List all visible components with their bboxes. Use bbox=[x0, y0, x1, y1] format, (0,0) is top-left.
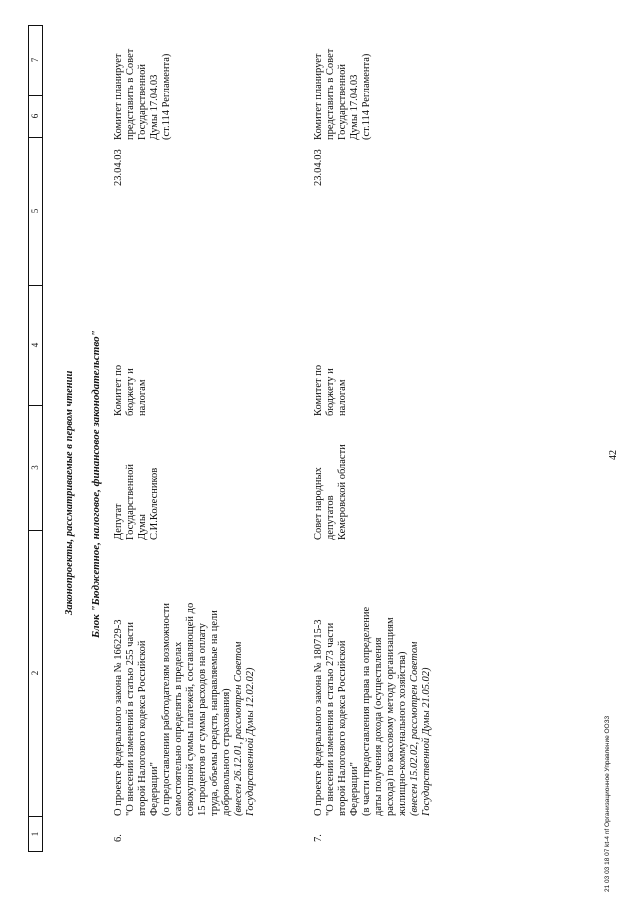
row-date: 23.04.03 bbox=[113, 149, 124, 186]
note-line: представить в Совет bbox=[125, 48, 136, 140]
note-line: представить в Совет bbox=[325, 48, 336, 140]
committee-line: бюджету и bbox=[125, 368, 136, 416]
header-col-7: 7 bbox=[29, 25, 42, 96]
row-note bbox=[313, 49, 373, 140]
desc-line: добровольного страхования) bbox=[221, 688, 232, 816]
desc-italic-line: Государственной Думы 21.05.02) bbox=[421, 667, 432, 816]
author-line: Думы bbox=[137, 514, 148, 540]
table-header bbox=[28, 25, 43, 852]
desc-line: второй Налогового кодекса Российской bbox=[137, 640, 148, 816]
row-note bbox=[113, 49, 173, 140]
desc-line: (в части предоставления права на определение bbox=[361, 606, 372, 816]
author-line: Депутат bbox=[113, 503, 124, 540]
section-title: Законопроекты, рассматриваемые в первом чтении bbox=[64, 370, 75, 615]
row-committee bbox=[313, 365, 349, 416]
header-col-2: 2 bbox=[29, 530, 42, 817]
desc-line: жилищно-коммунального хозяйства) bbox=[397, 651, 408, 816]
note-line: Думы 17.04.03 bbox=[149, 74, 160, 140]
author-line: Кемеровской области bbox=[337, 444, 348, 540]
footer-stamp: 21 03 03 18 07 kt-4 nf Организационное Управление ООЗ3 bbox=[604, 715, 611, 892]
desc-line: 15 процентов от суммы расходов на оплату bbox=[197, 623, 208, 816]
author-line: Совет народных bbox=[313, 467, 324, 540]
header-col-5: 5 bbox=[29, 137, 42, 286]
header-col-4: 4 bbox=[29, 285, 42, 406]
desc-line: О проекте федерального закона № 180715-3 bbox=[313, 619, 324, 816]
row-description bbox=[313, 607, 433, 816]
note-line: Комитет планирует bbox=[113, 53, 124, 140]
row-committee bbox=[113, 365, 149, 416]
desc-line: (о предоставлении работодателям возможности bbox=[161, 603, 172, 816]
row-author bbox=[313, 444, 349, 540]
committee-line: бюджету и bbox=[325, 368, 336, 416]
page-number: 42 bbox=[608, 450, 619, 460]
author-line: депутатов bbox=[325, 495, 336, 540]
note-line: (ст.114 Регламента) bbox=[161, 53, 172, 140]
desc-line: Федерации" bbox=[149, 762, 160, 816]
note-line: Государственной bbox=[337, 64, 348, 140]
committee-line: налогам bbox=[337, 379, 348, 416]
desc-italic-line: Государственной Думы 12.02.02) bbox=[245, 667, 256, 816]
desc-italic-line: (внесен 26.12.01, рассмотрен Советом bbox=[233, 641, 244, 816]
desc-line: самостоятельно определять в пределах bbox=[173, 641, 184, 816]
row-author bbox=[113, 464, 161, 540]
desc-line: даты получения дохода (осуществления bbox=[373, 637, 384, 816]
committee-line: Комитет по bbox=[113, 364, 124, 416]
desc-italic-line: (внесен 15.02.02, рассмотрен Советом bbox=[409, 641, 420, 816]
author-line: С.И.Колесников bbox=[149, 467, 160, 540]
committee-line: Комитет по bbox=[313, 364, 324, 416]
header-col-6: 6 bbox=[29, 95, 42, 138]
desc-line: Федерации" bbox=[349, 762, 360, 816]
desc-line: расхода) по кассовому методу организациям bbox=[385, 617, 396, 816]
header-col-1: 1 bbox=[30, 831, 40, 837]
note-line: (ст.114 Регламента) bbox=[361, 53, 372, 140]
row-description bbox=[113, 603, 257, 816]
note-line: Государственной bbox=[137, 64, 148, 140]
author-line: Государственной bbox=[125, 464, 136, 540]
committee-line: налогам bbox=[137, 379, 148, 416]
desc-line: совокупной суммы платежей, составляющей до bbox=[185, 602, 196, 816]
desc-line: "О внесении изменений в статью 255 части bbox=[125, 622, 136, 816]
desc-line: О проекте федерального закона № 166229-3 bbox=[113, 619, 124, 816]
note-line: Думы 17.04.03 bbox=[349, 74, 360, 140]
row-number: 7. bbox=[313, 834, 324, 842]
desc-line: труда, объемы средств, направляемые на цели bbox=[209, 610, 220, 816]
note-line: Комитет планирует bbox=[313, 53, 324, 140]
block-title: Блок "Бюджетное, налоговое, финансовое законодательство" bbox=[90, 330, 102, 638]
row-number: 6. bbox=[113, 834, 124, 842]
desc-line: второй Налогового кодекса Российской bbox=[337, 640, 348, 816]
desc-line: "О внесении изменения в статью 273 части bbox=[325, 622, 336, 816]
header-col-3: 3 bbox=[29, 405, 42, 531]
row-date: 23.04.03 bbox=[313, 149, 324, 186]
